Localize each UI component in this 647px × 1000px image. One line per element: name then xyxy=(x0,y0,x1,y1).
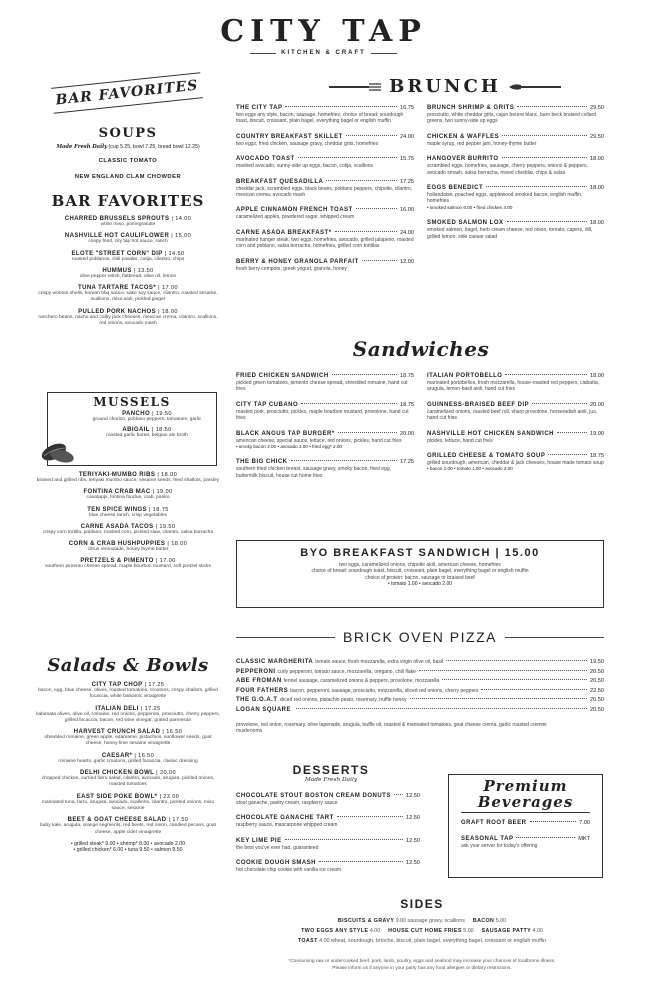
item-price: | 23.00 xyxy=(159,793,180,800)
menu-item xyxy=(236,430,414,451)
beverages-title: Beverages xyxy=(477,793,574,811)
item-price: | 18.50 xyxy=(151,427,172,434)
menu-item xyxy=(36,753,220,765)
byo-title: BYO BREAKFAST SANDWICH | 15.00 xyxy=(300,547,540,559)
side-name: SAUSAGE PATTY xyxy=(481,928,532,934)
pizza-item xyxy=(236,687,604,697)
item-name: ITALIAN PORTOBELLO xyxy=(427,373,503,379)
item-price: | 17.00 xyxy=(158,285,178,292)
side-price: 5.00 xyxy=(495,918,507,924)
pizza-item xyxy=(236,706,604,716)
bar-favorites-section xyxy=(36,192,220,332)
item-name: PANCHO xyxy=(122,411,151,417)
item-name: GRILLED CHEESE & TOMATO SOUP xyxy=(427,453,546,460)
menu-item xyxy=(36,507,220,519)
salads-title: Salads & Bowls xyxy=(47,655,209,676)
item-price: 20.50 xyxy=(590,697,604,703)
item-desc: marinated tuna, farro, arugula, avocado, scallions, cilantro, pickled onions, miso sauce, sesame xyxy=(41,799,215,811)
menu-item xyxy=(236,814,420,828)
disclaimer-line: Please inform us if anyone in your party has any food allergies or dietary restrictions. xyxy=(332,966,512,971)
item-desc: roasted poblanos, chili powder, cotija, cilantro, chips xyxy=(71,256,185,262)
menu-item xyxy=(427,184,604,211)
item-price: | 16.50 xyxy=(134,752,155,759)
item-price: 24.00 xyxy=(400,229,414,236)
item-price: 22.50 xyxy=(590,687,604,694)
item-desc: hollandaise, poached eggs, applewood smoked bacon, english muffin, homefries xyxy=(427,192,583,205)
item-price: | 14.50 xyxy=(164,250,185,257)
item-name: CHOCOLATE STOUT BOSTON CREAM DONUTS xyxy=(236,793,391,799)
menu-item xyxy=(36,729,220,748)
item-desc: cavatappi, fontina fondue, crab, panko xyxy=(86,495,170,501)
mussel-icon xyxy=(40,436,76,473)
menu-item xyxy=(427,104,604,125)
side-name: BISCUITS & GRAVY xyxy=(337,918,395,924)
item-name: BREAKFAST QUESADILLA xyxy=(236,178,324,185)
item-price: | 19.50 xyxy=(152,411,172,417)
item-name: BRUNCH SHRIMP & GRITS xyxy=(427,105,515,111)
item-name: HANGOVER BURRITO xyxy=(427,156,499,163)
item-price: | 18.00 xyxy=(157,472,178,478)
item-name: THE G.O.A.T xyxy=(236,697,278,703)
sides-title: SIDES xyxy=(400,897,444,911)
side-name: HOUSE CUT HOME FRIES xyxy=(388,928,462,934)
bar-favorites-banner: BAR FAVORITES xyxy=(52,80,202,106)
item-name: CARNE ASADA TACOS xyxy=(80,523,154,530)
soups-note: (cup 5.25, bowl 7.25, bread bowl 12.25) xyxy=(108,144,200,150)
item-addons: • smoky bacon 2.00 • avocado 2.00 • fried egg* 2.00 xyxy=(236,444,342,450)
item-name: CAESAR* xyxy=(101,752,133,759)
item-price: 20.00 xyxy=(590,401,604,408)
item-name: CITY TAP CHOP xyxy=(91,682,143,688)
menu-item xyxy=(236,837,420,851)
sandwiches-title: Sandwiches xyxy=(352,337,490,361)
item-name: HARVEST CRUNCH SALAD xyxy=(73,729,161,736)
item-desc: the best you've ever had, guaranteed xyxy=(236,844,319,851)
salads-addons: • grilled chicken* 6.00 • tuna 9.50 • salmon 9.50 xyxy=(73,847,183,854)
brand-name: CITY TAP xyxy=(220,14,427,49)
desserts-sub: Made Fresh Daily xyxy=(304,777,358,783)
beverages-box xyxy=(448,774,603,878)
sandwiches-right-column xyxy=(427,372,604,481)
item-desc: sliced red onions, pistachio pesto, rosemary, truffle honey xyxy=(279,697,407,703)
item-desc: mashed avocado, sunny-side up eggs, bacon, cotija, scallions xyxy=(236,163,374,170)
item-desc: olive pepper relish, flatbread, olive oil, lemon xyxy=(79,273,177,279)
menu-item xyxy=(236,155,414,169)
item-name: CHOCOLATE GANACHE TART xyxy=(236,815,334,822)
item-price: 29.50 xyxy=(590,133,604,140)
item-addons: • smoked salmon 6.00 • fried chicken 4.00 xyxy=(427,204,513,210)
logan-desc: provolone, red onion, rosemary, olive tapenade, arugula, truffle oil, roasted & marinated tomatoes, goat cheese crema, garlic roasted cremini mushrooms xyxy=(236,722,547,735)
side-price: 4.00 xyxy=(369,928,381,934)
item-desc: fresh berry compote, greek yogurt, granola, honey xyxy=(236,265,347,272)
brunch-title: BRUNCH xyxy=(389,76,501,97)
item-price: | 17.25 xyxy=(144,682,165,688)
menu-item xyxy=(427,155,604,176)
side-item xyxy=(473,918,506,924)
item-price: | 19.00 xyxy=(152,489,173,496)
item-name: HUMMUS xyxy=(102,267,132,274)
item-price: | 16.50 xyxy=(162,729,183,736)
item-name: COOKIE DOUGH SMASH xyxy=(236,860,317,867)
item-desc: stout ganache, pastry cream, raspberry sauce xyxy=(236,800,338,806)
side-price: 4.00 wheat, sourdough, brioche, biscuit, plain bagel, everything bagel, croissant or english muffin xyxy=(319,938,547,944)
item-name: COUNTRY BREAKFAST SKILLET xyxy=(236,133,343,140)
pizza-item xyxy=(236,677,604,687)
item-price: 15.75 xyxy=(400,156,414,163)
item-name: FONTINA CRAB MAC xyxy=(83,489,151,496)
desserts-title: DESSERTS xyxy=(292,763,370,777)
item-name: TERIYAKI-MUMBO RIBS xyxy=(78,472,156,478)
item-price: 18.75 xyxy=(400,373,414,379)
side-item xyxy=(301,928,380,934)
side-item xyxy=(338,918,465,924)
item-name: PRETZELS & PIMENTO xyxy=(80,558,154,565)
header xyxy=(0,16,647,56)
item-desc: southern fried chicken breast, sausage gravy, smoky bacon, fried egg, buttermilk biscuit, house cut home fries xyxy=(236,466,391,479)
menu-item xyxy=(236,401,414,422)
item-price: | 14.00 xyxy=(171,216,192,222)
item-desc: scrambled eggs, homefries, sausage, cherry peppers, onions & peppers, avocado smash, salsa borracha, mixed cheddar, chips & salsa xyxy=(427,163,588,176)
item-price: 20.50 xyxy=(590,678,604,684)
byo-line: • tomato 1.00 • avocado 2.00 xyxy=(387,581,453,588)
disclaimer xyxy=(236,958,608,972)
item-desc: blue cheese ranch, crisp vegetables xyxy=(88,512,168,518)
item-desc: ranchero beans, nacho and colby jack cheeses, mexican crema, cilantro, scallions, red onions, avocado mash xyxy=(38,314,218,327)
menu-item xyxy=(236,206,414,220)
item-name: ABE FROMAN xyxy=(236,678,282,684)
item-desc: raspberry sauce, mascarpone whipped cream xyxy=(236,822,338,829)
menu-item xyxy=(236,859,420,873)
menu-item xyxy=(236,229,414,250)
item-price: 19.50 xyxy=(590,659,604,665)
side-name: TWO EGGS ANY STYLE xyxy=(301,928,369,934)
item-price: MKT xyxy=(578,836,590,842)
item-name: TUNA TARTARE TACOS* xyxy=(78,285,157,292)
item-desc: maple syrup, red pepper jam, honey-thyme butter xyxy=(427,140,537,147)
item-desc: romaine hearts, garlic croutons, grilled focaccia, classic dressing xyxy=(58,758,198,764)
menu-item xyxy=(461,835,590,849)
item-desc: crispy wonton shells, korean bbq sauce, sake soy sauce, cilantro, roasted sesame, scallions, miso aioli, pickled ginger xyxy=(38,291,218,303)
item-name: CHARRED BRUSSELS SPROUTS xyxy=(64,216,170,222)
side-price: 4.00 xyxy=(532,928,543,934)
menu-item xyxy=(78,411,216,423)
menu-item xyxy=(78,427,216,439)
menu-item xyxy=(427,401,604,422)
brand-tagline: KITCHEN & CRAFT xyxy=(281,50,366,56)
item-desc: prosciutto, white cheddar grits, cajun beurre blanc, barn beck braised collard greens, two sunny-side up eggs xyxy=(427,112,596,125)
menu-item xyxy=(236,792,420,806)
menu-item xyxy=(36,285,220,304)
item-price: 12.50 xyxy=(406,837,420,844)
knife-icon xyxy=(509,83,561,91)
item-desc: smoked salmon, bagel, herb cream cheese, red onion, tomato, capers, dill, grilled lemon, side caesar salad xyxy=(427,227,593,240)
menu-item xyxy=(36,541,220,553)
side-name: TOAST xyxy=(297,938,318,944)
menu-item xyxy=(427,372,604,393)
item-name: CARNE ASADA BREAKFAST* xyxy=(236,229,332,236)
item-name: THE BIG CHICK xyxy=(236,459,288,466)
menu-item xyxy=(236,458,414,479)
item-desc: bacon, egg, blue cheese, olives, roasted tomatoes, croutons, crispy shallots, grilled focaccia, white balsamic vinaigrette xyxy=(38,688,218,700)
item-price: 18.75 xyxy=(590,453,604,460)
item-desc: marinated hanger steak, two eggs, homefries, avocado, grilled jalapeno, roasted corn and poblano, salsa borracha, homefries, grilled corn tortillas xyxy=(236,236,414,250)
item-price: | 18.00 xyxy=(158,308,178,315)
menu-item xyxy=(236,258,414,272)
item-desc: fennel sausage, caramelized onions & peppers, provolone, mozzarella xyxy=(283,678,440,684)
item-name: LOGAN SQUARE xyxy=(236,706,292,713)
item-price: | 17.25 xyxy=(140,705,161,712)
brunch-left-column xyxy=(236,104,414,280)
item-price: 19.00 xyxy=(590,430,604,437)
item-price: | 20.00 xyxy=(156,770,176,777)
item-name: TEN SPICE WINGS xyxy=(87,506,147,513)
menu-item xyxy=(36,309,220,328)
item-name: DELHI CHICKEN BOWL xyxy=(80,770,155,777)
pizza-list xyxy=(236,658,604,715)
bar-favorites-continued xyxy=(36,472,220,576)
item-price: 12.50 xyxy=(406,860,420,867)
soups-section xyxy=(36,126,220,180)
item-name: GRAFT ROOT BEER xyxy=(461,820,527,826)
menu-item xyxy=(36,682,220,701)
item-price: 16.00 xyxy=(400,207,414,214)
item-desc: curly pepperoni, tomato sauce, mozzarella, oregano, chili flake xyxy=(277,668,416,675)
item-price: | 17.00 xyxy=(155,558,176,565)
item-desc: hot chocolate chip cookie with vanilla ice cream xyxy=(236,867,342,874)
item-price: 20.00 xyxy=(400,430,414,437)
salads-section xyxy=(36,655,220,854)
side-item xyxy=(388,928,473,934)
soup-item: CLASSIC TOMATO xyxy=(98,158,158,164)
menu-item xyxy=(36,268,220,280)
menu-item xyxy=(36,817,220,836)
sides-section xyxy=(236,897,608,946)
item-price: 29.50 xyxy=(590,105,604,111)
item-price: | 18.00 xyxy=(167,541,188,548)
soups-note-label: Made Fresh Daily xyxy=(56,144,108,150)
salads-addons: • grilled steak* 9.00 • shrimp* 8.00 • avocado 2.00 xyxy=(70,840,186,847)
item-name: ABIGAIL xyxy=(122,427,150,434)
pizza-item xyxy=(236,696,604,706)
item-desc: marinated portobellos, fresh mozzarella, house-roasted red peppers, ciabatta, arugula, lemon-basil aioli, hand cut fries xyxy=(427,380,600,393)
side-item xyxy=(298,938,546,944)
item-price: 12.00 xyxy=(400,258,414,265)
item-name: ITALIAN DELI xyxy=(95,705,139,712)
side-price: 5.00 xyxy=(463,928,474,934)
desserts-list xyxy=(236,792,420,882)
item-price: 18.75 xyxy=(400,401,414,408)
disclaimer-line: *Consuming raw or undercooked beef, pork, lamb, poultry, eggs and seafood may increase your chances of foodborne illness. xyxy=(288,959,556,964)
item-name: NASHVILLE HOT CHICKEN SANDWICH xyxy=(427,430,554,437)
item-name: ELOTE "STREET CORN" DIP xyxy=(71,250,163,257)
menu-item xyxy=(36,770,220,789)
item-name: KEY LIME PIE xyxy=(236,837,282,844)
item-price: 17.25 xyxy=(400,459,414,466)
item-name: BLACK ANGUS TAP BURGER* xyxy=(236,430,335,437)
item-desc: two eggs, fried chicken, sausage gravy, cheddar grits, homefries xyxy=(236,140,379,147)
item-desc: ask your server for today's offering xyxy=(461,843,538,849)
pizza-header xyxy=(236,629,604,645)
item-desc: pickles, lettuce, hand cut fries xyxy=(427,437,493,444)
menu-item xyxy=(36,794,220,813)
menu-item xyxy=(36,524,220,536)
side-price: 9.00 sausage gravy, scallions xyxy=(395,918,465,924)
item-desc: tomato sauce, fresh mozzarella, extra virgin olive oil, basil xyxy=(315,659,444,665)
menu-item xyxy=(36,558,220,570)
brunch-header xyxy=(290,76,600,97)
byo-line: choice of bread: sourdough toast, biscuit, croissant, plain bagel, everything bagel or english muffin xyxy=(311,568,529,575)
item-desc: grilled sourdough, american, cheddar & jack cheeses, house made tomato soup xyxy=(427,460,604,467)
brunch-right-column xyxy=(427,104,604,248)
item-desc: citrus remoulade, honey thyme butter xyxy=(87,547,169,553)
item-name: FOUR FATHERS xyxy=(236,687,289,694)
item-price: 18.00 xyxy=(590,185,604,192)
menu-item xyxy=(36,706,220,725)
menu-item xyxy=(36,489,220,501)
item-price: | 17.50 xyxy=(168,817,189,824)
item-desc: braised and grilled ribs, teriyaki mumbo sauce, sesame seeds, fried shallots, parsley xyxy=(36,478,220,483)
item-desc: caramelized apples, powdered sugar, whipped cream xyxy=(236,214,355,221)
byo-line: two eggs, caramelized onions, chipotle aioli, american cheese, homefries xyxy=(339,562,501,568)
item-name: CITY TAP CUBANO xyxy=(236,401,299,408)
menu-item xyxy=(427,133,604,147)
menu-item xyxy=(36,472,220,484)
menu-item xyxy=(461,819,590,827)
item-name: APPLE CINNAMON FRENCH TOAST xyxy=(236,207,353,214)
menu-item xyxy=(427,452,604,473)
item-name: PULLED PORK NACHOS xyxy=(78,308,156,315)
item-name: CLASSIC MARGHERITA xyxy=(236,659,314,665)
item-price: 17.25 xyxy=(400,178,414,185)
soup-item: NEW ENGLAND CLAM CHOWDER xyxy=(74,174,182,180)
item-name: EAST SIDE POKE BOWL* xyxy=(76,793,158,800)
item-desc: bacon, pepperoni, sausage, prosciutto, mozzarella, sliced red onions, cherry peppers xyxy=(290,687,479,694)
byo-line: choice of protein: bacon, sausage or braised beef xyxy=(365,574,475,581)
beverages-title: Premium xyxy=(483,777,568,795)
item-desc: crispy corn tortilla, poblano, roasted corn, pickled slaw, cilantro, salsa borracha xyxy=(42,529,214,535)
fork-icon xyxy=(329,83,381,91)
item-name: SEASONAL TAP xyxy=(461,836,514,842)
item-price: | 19.50 xyxy=(155,523,176,530)
item-price: 24.00 xyxy=(400,133,414,140)
item-price: 12.50 xyxy=(406,815,420,822)
desserts-header xyxy=(236,763,426,783)
byo-box xyxy=(236,540,604,608)
item-desc: caramelized onions, roasted beef roll, sharp provolone, horseradish aioli, jus, hand cut fries xyxy=(427,408,598,422)
item-name: PEPPERONI xyxy=(236,668,276,675)
pizza-item xyxy=(236,658,604,668)
item-price: | 13.50 xyxy=(133,267,154,274)
item-desc: ground chorizo, poblano peppers, tomatoes, garlic xyxy=(92,417,202,422)
item-desc: kalamata olives, olive oil, romaine, red onions, pepperoni, prosciutto, cherry peppers, grilled focaccia, bacon, red wine vinegar, grated parmesan xyxy=(36,711,220,723)
item-price: 20.50 xyxy=(590,668,604,675)
item-name: NASHVILLE HOT CAULIFLOWER xyxy=(64,233,170,240)
item-price: | 18.75 xyxy=(148,506,169,513)
item-desc: roasted garlic butter, belgian ale broth xyxy=(106,433,188,439)
item-price: 18.00 xyxy=(590,373,604,379)
item-desc: chopped chicken, curried farro salad, cilantro, avocado, arugula, pickled onions, roasted tomatoes xyxy=(41,776,215,788)
item-name: SMOKED SALMON LOX xyxy=(427,220,504,227)
bar-favorites-title: BAR FAVORITES xyxy=(51,192,205,210)
item-name: AVOCADO TOAST xyxy=(236,156,295,163)
item-desc: roasted pork, prosciutto, pickles, maple bourbon mustard, provolone, hand cut fries xyxy=(236,408,409,422)
item-desc: american cheese, special sauce, lettuce, red onions, pickles, hand cut fries xyxy=(236,437,402,444)
sandwiches-left-column xyxy=(236,372,414,487)
item-name: BERRY & HONEY GRANOLA PARFAIT xyxy=(236,258,359,265)
menu-item xyxy=(236,178,414,199)
item-price: | 15.00 xyxy=(171,233,192,240)
item-desc: southern pimento cheese spread, maple bourbon mustard, soft pretzel sticks xyxy=(45,564,211,570)
item-name: CORN & CRAB HUSHPUPPIES xyxy=(68,541,166,548)
item-price: 18.00 xyxy=(590,220,604,227)
item-desc: shredded romaine, green apple, edamame, pistachios, sunflower seeds, goat cheese, honey-lime sesame vinaigrette xyxy=(44,735,212,747)
item-name: CHICKEN & WAFFLES xyxy=(427,133,500,140)
menu-item xyxy=(36,233,220,245)
item-addons: • bacon 2.00 • tomato 1.00 • avocado 2.00 xyxy=(427,466,513,472)
item-desc: pickled green tomatoes, pimento cheese spread, shredded romaine, hand cut fries xyxy=(236,380,408,393)
item-price: 20.50 xyxy=(590,706,604,713)
menu-item xyxy=(427,430,604,444)
item-name: EGGS BENEDICT xyxy=(427,185,484,192)
item-desc: white miso, pomegranate xyxy=(100,222,156,227)
side-name: BACON xyxy=(472,918,495,924)
item-price: 12.50 xyxy=(406,793,420,799)
pizza-title: BRICK OVEN PIZZA xyxy=(343,629,497,645)
item-name: THE CITY TAP xyxy=(236,105,283,111)
item-price: 16.75 xyxy=(400,105,414,111)
item-name: GUINNESS-BRAISED BEEF DIP xyxy=(427,401,530,408)
soups-title: SOUPS xyxy=(98,126,158,141)
item-price: 7.00 xyxy=(579,820,590,826)
menu-item xyxy=(36,216,220,228)
menu-item xyxy=(236,133,414,147)
pizza-item xyxy=(236,668,604,678)
menu-item xyxy=(36,251,220,263)
item-desc: crispy fried, city tap hot sauce, ranch xyxy=(88,239,168,245)
item-price: 18.00 xyxy=(590,156,604,163)
item-desc: baby kale, arugula, orange segments, red beets, red onion, candied pecans, goat cheese, apple cider vinaigrette xyxy=(40,823,216,835)
side-item xyxy=(482,928,543,934)
item-desc: cheddar jack, scrambled eggs, black beans, poblano peppers, chipotle, cilantro, mexican crema, avocado mash xyxy=(236,185,413,199)
mussels-title: MUSSELS xyxy=(93,395,171,409)
menu-item xyxy=(427,219,604,240)
menu-item xyxy=(236,372,414,393)
item-name: FRIED CHICKEN SANDWICH xyxy=(236,373,329,379)
item-name: BEET & GOAT CHEESE SALAD xyxy=(67,817,167,824)
menu-item xyxy=(236,104,414,125)
item-desc: two eggs any style, bacon, sausage, homefries, choice of bread: sourdough toast, biscuit, croissant, plain bagel, everything bagel or english muffin xyxy=(236,112,404,125)
